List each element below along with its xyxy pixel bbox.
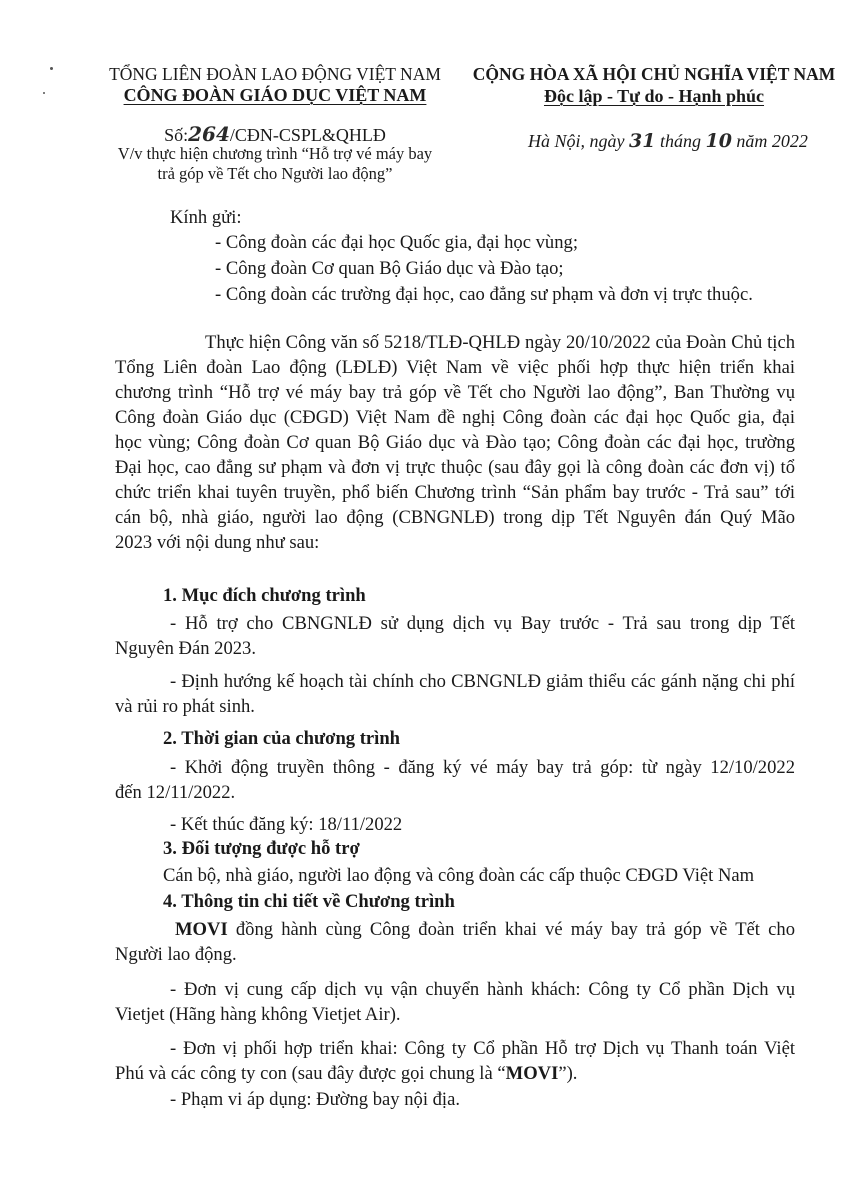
section-4-text: Phú và các công ty con (sau đây được gọi chung là “ <box>115 1063 506 1084</box>
subject-line-2: trả góp về Tết cho Người lao động” <box>157 164 393 183</box>
recipient-item: - Công đoàn các đại học Quốc gia, đại học vùng; <box>215 232 578 253</box>
section-4-line <box>115 1061 577 1086</box>
section-2-line: - Khởi động truyền thông - đăng ký vé máy bay trả góp: từ ngày 12/10/2022 <box>170 757 795 778</box>
intro-line: 2023 với nội dung như sau: <box>115 532 320 553</box>
intro-line: Công đoàn Giáo dục (CĐGD) Việt Nam đề nghị Công đoàn các đại học Quốc gia, đại <box>115 407 795 428</box>
section-2-line: - Kết thúc đăng ký: 18/11/2022 <box>170 814 403 835</box>
country-name: CỘNG HÒA XÃ HỘI CHỦ NGHĨA VIỆT NAM <box>472 64 836 84</box>
section-4-line: - Đơn vị phối hợp triển khai: Công ty Cổ phần Hỗ trợ Dịch vụ Thanh toán Việt <box>170 1038 795 1059</box>
section-4-line: Vietjet (Hãng hàng không Vietjet Air). <box>115 1004 401 1025</box>
section-1-line: - Định hướng kế hoạch tài chính cho CBNGNLĐ giảm thiểu các gánh nặng chi phí <box>170 671 795 692</box>
section-4-text: đồng hành cùng Công đoàn triển khai vé máy bay trả góp về Tết cho <box>227 919 795 940</box>
section-1-line: - Hỗ trợ cho CBNGNLĐ sử dụng dịch vụ Bay trước - Trả sau trong dịp Tết <box>170 613 795 634</box>
date-day-handwritten: 31 <box>629 130 656 152</box>
section-4-line <box>175 917 795 942</box>
date-suffix: năm 2022 <box>736 131 808 151</box>
intro-line: chức triển khai tuyên truyền, phổ biến Chương trình “Sản phẩm bay trước - Trả sau” tới <box>115 482 795 503</box>
recipients-label: Kính gửi: <box>170 207 242 228</box>
section-1-title: 1. Mục đích chương trình <box>163 585 366 606</box>
recipient-item: - Công đoàn các trường đại học, cao đẳng sư phạm và đơn vị trực thuộc. <box>215 284 753 305</box>
org-parent: TỔNG LIÊN ĐOÀN LAO ĐỘNG VIỆT NAM <box>109 64 441 84</box>
section-4-line: - Phạm vi áp dụng: Đường bay nội địa. <box>170 1089 461 1110</box>
scan-speck <box>50 67 53 70</box>
motto: Độc lập - Tự do - Hạnh phúc <box>543 86 765 106</box>
intro-line: cán bộ, nhà giáo, người lao động (CBNGNLĐ) trong dịp Tết Nguyên đán Quý Mão <box>115 507 795 528</box>
movi-brand: MOVI <box>505 1063 559 1084</box>
intro-line: Tổng Liên đoàn Lao động (LĐLĐ) Việt Nam về việc phối hợp thực hiện triển khai <box>115 357 795 378</box>
date-mid: tháng <box>659 131 701 151</box>
section-2-title: 2. Thời gian của chương trình <box>163 728 401 749</box>
subject-line-1: V/v thực hiện chương trình “Hỗ trợ vé máy bay <box>117 144 433 163</box>
doc-number <box>90 122 460 146</box>
section-3-line: Cán bộ, nhà giáo, người lao động và công đoàn các cấp thuộc CĐGD Việt Nam <box>163 865 755 886</box>
movi-brand: MOVI <box>175 919 228 940</box>
date-month-handwritten: 10 <box>705 130 732 152</box>
org-name: CÔNG ĐOÀN GIÁO DỤC VIỆT NAM <box>123 85 427 105</box>
doc-number-prefix: Số: <box>164 125 189 145</box>
intro-line: Thực hiện Công văn số 5218/TLĐ-QHLĐ ngày 20/10/2022 của Đoàn Chủ tịch <box>205 332 795 353</box>
section-4-line: - Đơn vị cung cấp dịch vụ vận chuyển hành khách: Công ty Cổ phần Dịch vụ <box>170 979 795 1000</box>
doc-number-handwritten: 264 <box>188 122 230 146</box>
date-prefix: Hà Nội, ngày <box>528 131 625 151</box>
doc-number-suffix: /CĐN-CSPL&QHLĐ <box>229 125 386 145</box>
section-4-title: 4. Thông tin chi tiết về Chương trình <box>163 891 455 912</box>
section-1-line: và rủi ro phát sinh. <box>115 696 255 717</box>
intro-line: chương trình “Hỗ trợ vé máy bay trả góp về Tết cho Người lao động”, Ban Thường vụ <box>115 382 795 403</box>
intro-line: Đại học, cao đẳng sư phạm và đơn vị trực thuộc (sau đây gọi là công đoàn các đơn vị) tổ <box>115 457 795 478</box>
date-line <box>528 130 808 152</box>
recipient-item: - Công đoàn Cơ quan Bộ Giáo dục và Đào tạo; <box>215 258 564 279</box>
section-4-text: ”). <box>558 1063 578 1084</box>
scan-speck <box>43 92 45 94</box>
intro-line: học vùng; Công đoàn Cơ quan Bộ Giáo dục và Đào tạo; Công đoàn các đại học, trường <box>115 432 795 453</box>
section-2-line: đến 12/11/2022. <box>115 782 236 803</box>
section-3-title: 3. Đối tượng được hỗ trợ <box>163 838 360 859</box>
section-1-line: Nguyên Đán 2023. <box>115 638 256 659</box>
section-4-line: Người lao động. <box>115 944 237 965</box>
